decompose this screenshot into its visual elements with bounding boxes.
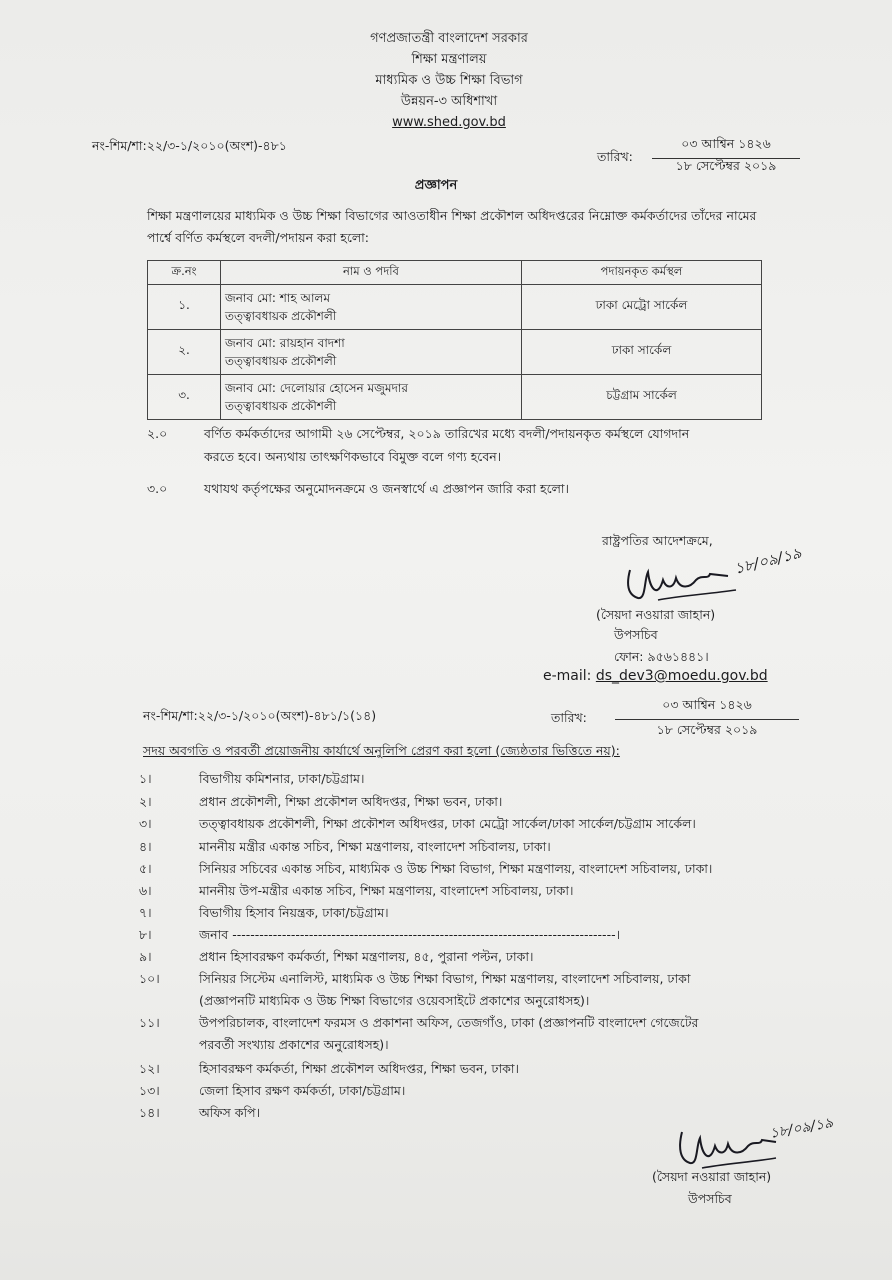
col-serial: ক্র.নং — [148, 261, 221, 285]
list-item-text: তত্ত্বাবধায়ক প্রকৌশলী, শিক্ষা প্রকৌশল অধিদপ্তর, ঢাকা মেট্রো সার্কেল/ঢাকা সার্কেল/চট্টগ্রাম সার্কেল। — [199, 816, 696, 831]
list-item-number: ১৩। — [139, 1083, 160, 1098]
list-item-number: ২। — [139, 794, 152, 809]
officer-name: জনাব মো: রায়হান বাদশা — [225, 336, 345, 350]
list-item-number: ১৪। — [139, 1105, 160, 1120]
officer-designation: তত্ত্বাবধায়ক প্রকৌশলী — [225, 309, 337, 323]
list-item-text: বিভাগীয় হিসাব নিয়ন্ত্রক, ঢাকা/চট্টগ্রাম। — [199, 905, 389, 920]
ministry-name: শিক্ষা মন্ত্রণালয় — [411, 52, 487, 67]
list-item-text: উপপরিচালক, বাংলাদেশ ফরমস ও প্রকাশনা অফিস, তেজগাঁও, ঢাকা (প্রজ্ঞাপনটি বাংলাদেশ গেজেটের — [199, 1015, 699, 1030]
signatory-phone: ফোন: ৯৫৬১৪৪১। — [614, 649, 709, 664]
intro-paragraph: শিক্ষা মন্ত্রণালয়ের মাধ্যমিক ও উচ্চ শিক্ষা বিভাগের আওতাধীন শিক্ষা প্রকৌশল অধিদপ্তরের নিম্নোক্ত কর্মকর্তাদের তাঁদের নামের পার্শ্বে বর্ণিত কর্মস্থলে বদলী/পদায়ন করা হলো: — [147, 208, 757, 245]
email-link[interactable]: ds_dev3@moedu.gov.bd — [595, 668, 768, 684]
col-place: পদায়নকৃত কর্মস্থল — [522, 261, 762, 285]
memo-number: নং-শিম/শা:২২/৩-১/২০১০(অংশ)-৪৮১ — [92, 138, 287, 153]
para3-number: ৩.০ — [147, 481, 168, 496]
list-item-text: পরবর্তী সংখ্যায় প্রকাশের অনুরোধসহ)। — [199, 1037, 389, 1052]
list-item-number: ৭। — [139, 905, 152, 920]
row-name-cell — [221, 330, 522, 375]
list-item-number: ১২। — [139, 1061, 160, 1076]
list-item-number: ১০। — [139, 971, 160, 986]
wing-name: উন্নয়ন-৩ অধিশাখা — [400, 94, 498, 109]
officer-designation: তত্ত্বাবধায়ক প্রকৌশলী — [225, 399, 337, 413]
memo2-date-bangla: ০৩ আশ্বিন ১৪২৬ — [615, 697, 799, 720]
para2-line2: করতে হবে। অন্যথায় তাৎক্ষণিকভাবে বিমুক্ত বলে গণ্য হবেন। — [204, 449, 502, 464]
list-item-text: সিনিয়র সচিবের একান্ত সচিব, মাধ্যমিক ও উচ্চ শিক্ষা বিভাগ, শিক্ষা মন্ত্রণালয়, বাংলাদেশ সচিবালয়, ঢাকা। — [199, 861, 713, 876]
date-english: ১৮ সেপ্টেম্বর ২০১৯ — [675, 158, 777, 173]
list-item-number: ৪। — [139, 839, 152, 854]
list-item-number: ৬। — [139, 883, 152, 898]
list-item-number: ৯। — [139, 949, 152, 964]
row-serial: ২. — [148, 330, 221, 375]
list-item-text: মাননীয় মন্ত্রীর একান্ত সচিব, শিক্ষা মন্ত্রণালয়, বাংলাদেশ সচিবালয়, ঢাকা। — [199, 839, 551, 854]
officer-name: জনাব মো: দেলোয়ার হোসেন মজুমদার — [225, 381, 408, 395]
para2-line1: বর্ণিত কর্মকর্তাদের আগামী ২৬ সেপ্টেম্বর, ২০১৯ তারিখের মধ্যে বদলী/পদায়নকৃত কর্মস্থলে যোগদান — [204, 426, 690, 441]
signatory2-designation: উপসচিব — [688, 1191, 732, 1206]
signature2-date: ১৮/০৯/১৯ — [768, 1115, 835, 1142]
division-name: মাধ্যমিক ও উচ্চ শিক্ষা বিভাগ — [375, 73, 523, 88]
list-item-text: মাননীয় উপ-মন্ত্রীর একান্ত সচিব, শিক্ষা মন্ত্রণালয়, বাংলাদেশ সচিবালয়, ঢাকা। — [199, 883, 574, 898]
row-serial: ১. — [148, 285, 221, 330]
list-item-text: জেলা হিসাব রক্ষণ কর্মকর্তা, ঢাকা/চট্টগ্রাম। — [199, 1083, 406, 1098]
col-name: নাম ও পদবি — [221, 261, 522, 285]
assignment-table — [147, 260, 762, 420]
officer-designation: তত্ত্বাবধায়ক প্রকৌশলী — [225, 354, 337, 368]
list-item-text: জনাব -------------------------------------------------------------------------------------। — [199, 927, 621, 942]
para2-number: ২.০ — [147, 426, 168, 441]
list-item-number: ১১। — [139, 1015, 160, 1030]
table-row — [148, 285, 762, 330]
table-row — [148, 375, 762, 420]
list-item-text: প্রধান হিসাবরক্ষণ কর্মকর্তা, শিক্ষা মন্ত্রণালয়, ৪৫, পুরানা পল্টন, ঢাকা। — [199, 949, 534, 964]
list-item-text: সিনিয়র সিস্টেম এনালিস্ট, মাধ্যমিক ও উচ্চ শিক্ষা বিভাগ, শিক্ষা মন্ত্রণালয়, বাংলাদেশ সচিবালয়, ঢাকা — [199, 971, 691, 986]
list-item-number: ৩। — [139, 816, 152, 831]
signatory2-name: (সৈয়দা নওয়ারা জাহান) — [652, 1169, 772, 1184]
list-item-number: ১। — [139, 771, 152, 786]
notice-title: প্রজ্ঞাপন — [414, 178, 458, 193]
list-item-text: অফিস কপি। — [199, 1105, 261, 1120]
memo2-date-english: ১৮ সেপ্টেম্বর ২০১৯ — [656, 722, 758, 737]
row-serial: ৩. — [148, 375, 221, 420]
govt-name: গণপ্রজাতন্ত্রী বাংলাদেশ সরকার — [370, 31, 528, 46]
email-row — [543, 668, 768, 684]
order-line: রাষ্ট্রপতির আদেশক্রমে, — [602, 533, 713, 548]
row-place: ঢাকা সার্কেল — [522, 330, 762, 375]
memo2-number: নং-শিম/শা:২২/৩-১/২০১০(অংশ)-৪৮১/১(১৪) — [143, 708, 377, 723]
table-header-row — [148, 261, 762, 285]
website-link[interactable]: www.shed.gov.bd — [392, 115, 506, 130]
list-item-text: (প্রজ্ঞাপনটি মাধ্যমিক ও উচ্চ শিক্ষা বিভাগের ওয়েবসাইটে প্রকাশের অনুরোধসহ)। — [199, 993, 590, 1008]
signatory-name: (সৈয়দা নওয়ারা জাহান) — [596, 607, 716, 622]
list-item-number: ৫। — [139, 861, 152, 876]
list-item-text: হিসাবরক্ষণ কর্মকর্তা, শিক্ষা প্রকৌশল অধিদপ্তর, শিক্ষা ভবন, ঢাকা। — [199, 1061, 519, 1076]
para3-text: যথাযথ কর্তৃপক্ষের অনুমোদনক্রমে ও জনস্বার্থে এ প্রজ্ঞাপন জারি করা হলো। — [204, 481, 570, 496]
row-name-cell — [221, 285, 522, 330]
list-item-text: প্রধান প্রকৌশলী, শিক্ষা প্রকৌশল অধিদপ্তর, শিক্ষা ভবন, ঢাকা। — [199, 794, 503, 809]
date-label: তারিখ: — [597, 149, 633, 164]
table-row — [148, 330, 762, 375]
row-name-cell — [221, 375, 522, 420]
officer-name: জনাব মো: শাহ আলম — [225, 291, 331, 305]
memo2-date-label: তারিখ: — [551, 710, 587, 725]
list-item-text: বিভাগীয় কমিশনার, ঢাকা/চট্টগ্রাম। — [199, 771, 365, 786]
signature-date: ১৮/০৯/১৯ — [732, 543, 804, 578]
list-item-number: ৮। — [139, 927, 152, 942]
date-bangla: ০৩ আশ্বিন ১৪২৬ — [652, 136, 800, 159]
signatory-designation: উপসচিব — [614, 627, 658, 642]
cc-heading: সদয় অবগতি ও পরবর্তী প্রয়োজনীয় কার্যার্থে অনুলিপি প্রেরণ করা হলো (জ্যেষ্ঠতার ভিত্তিতে নয়): — [143, 743, 620, 758]
row-place: ঢাকা মেট্রো সার্কেল — [522, 285, 762, 330]
row-place: চট্টগ্রাম সার্কেল — [522, 375, 762, 420]
email-label: e-mail: — [543, 668, 592, 684]
